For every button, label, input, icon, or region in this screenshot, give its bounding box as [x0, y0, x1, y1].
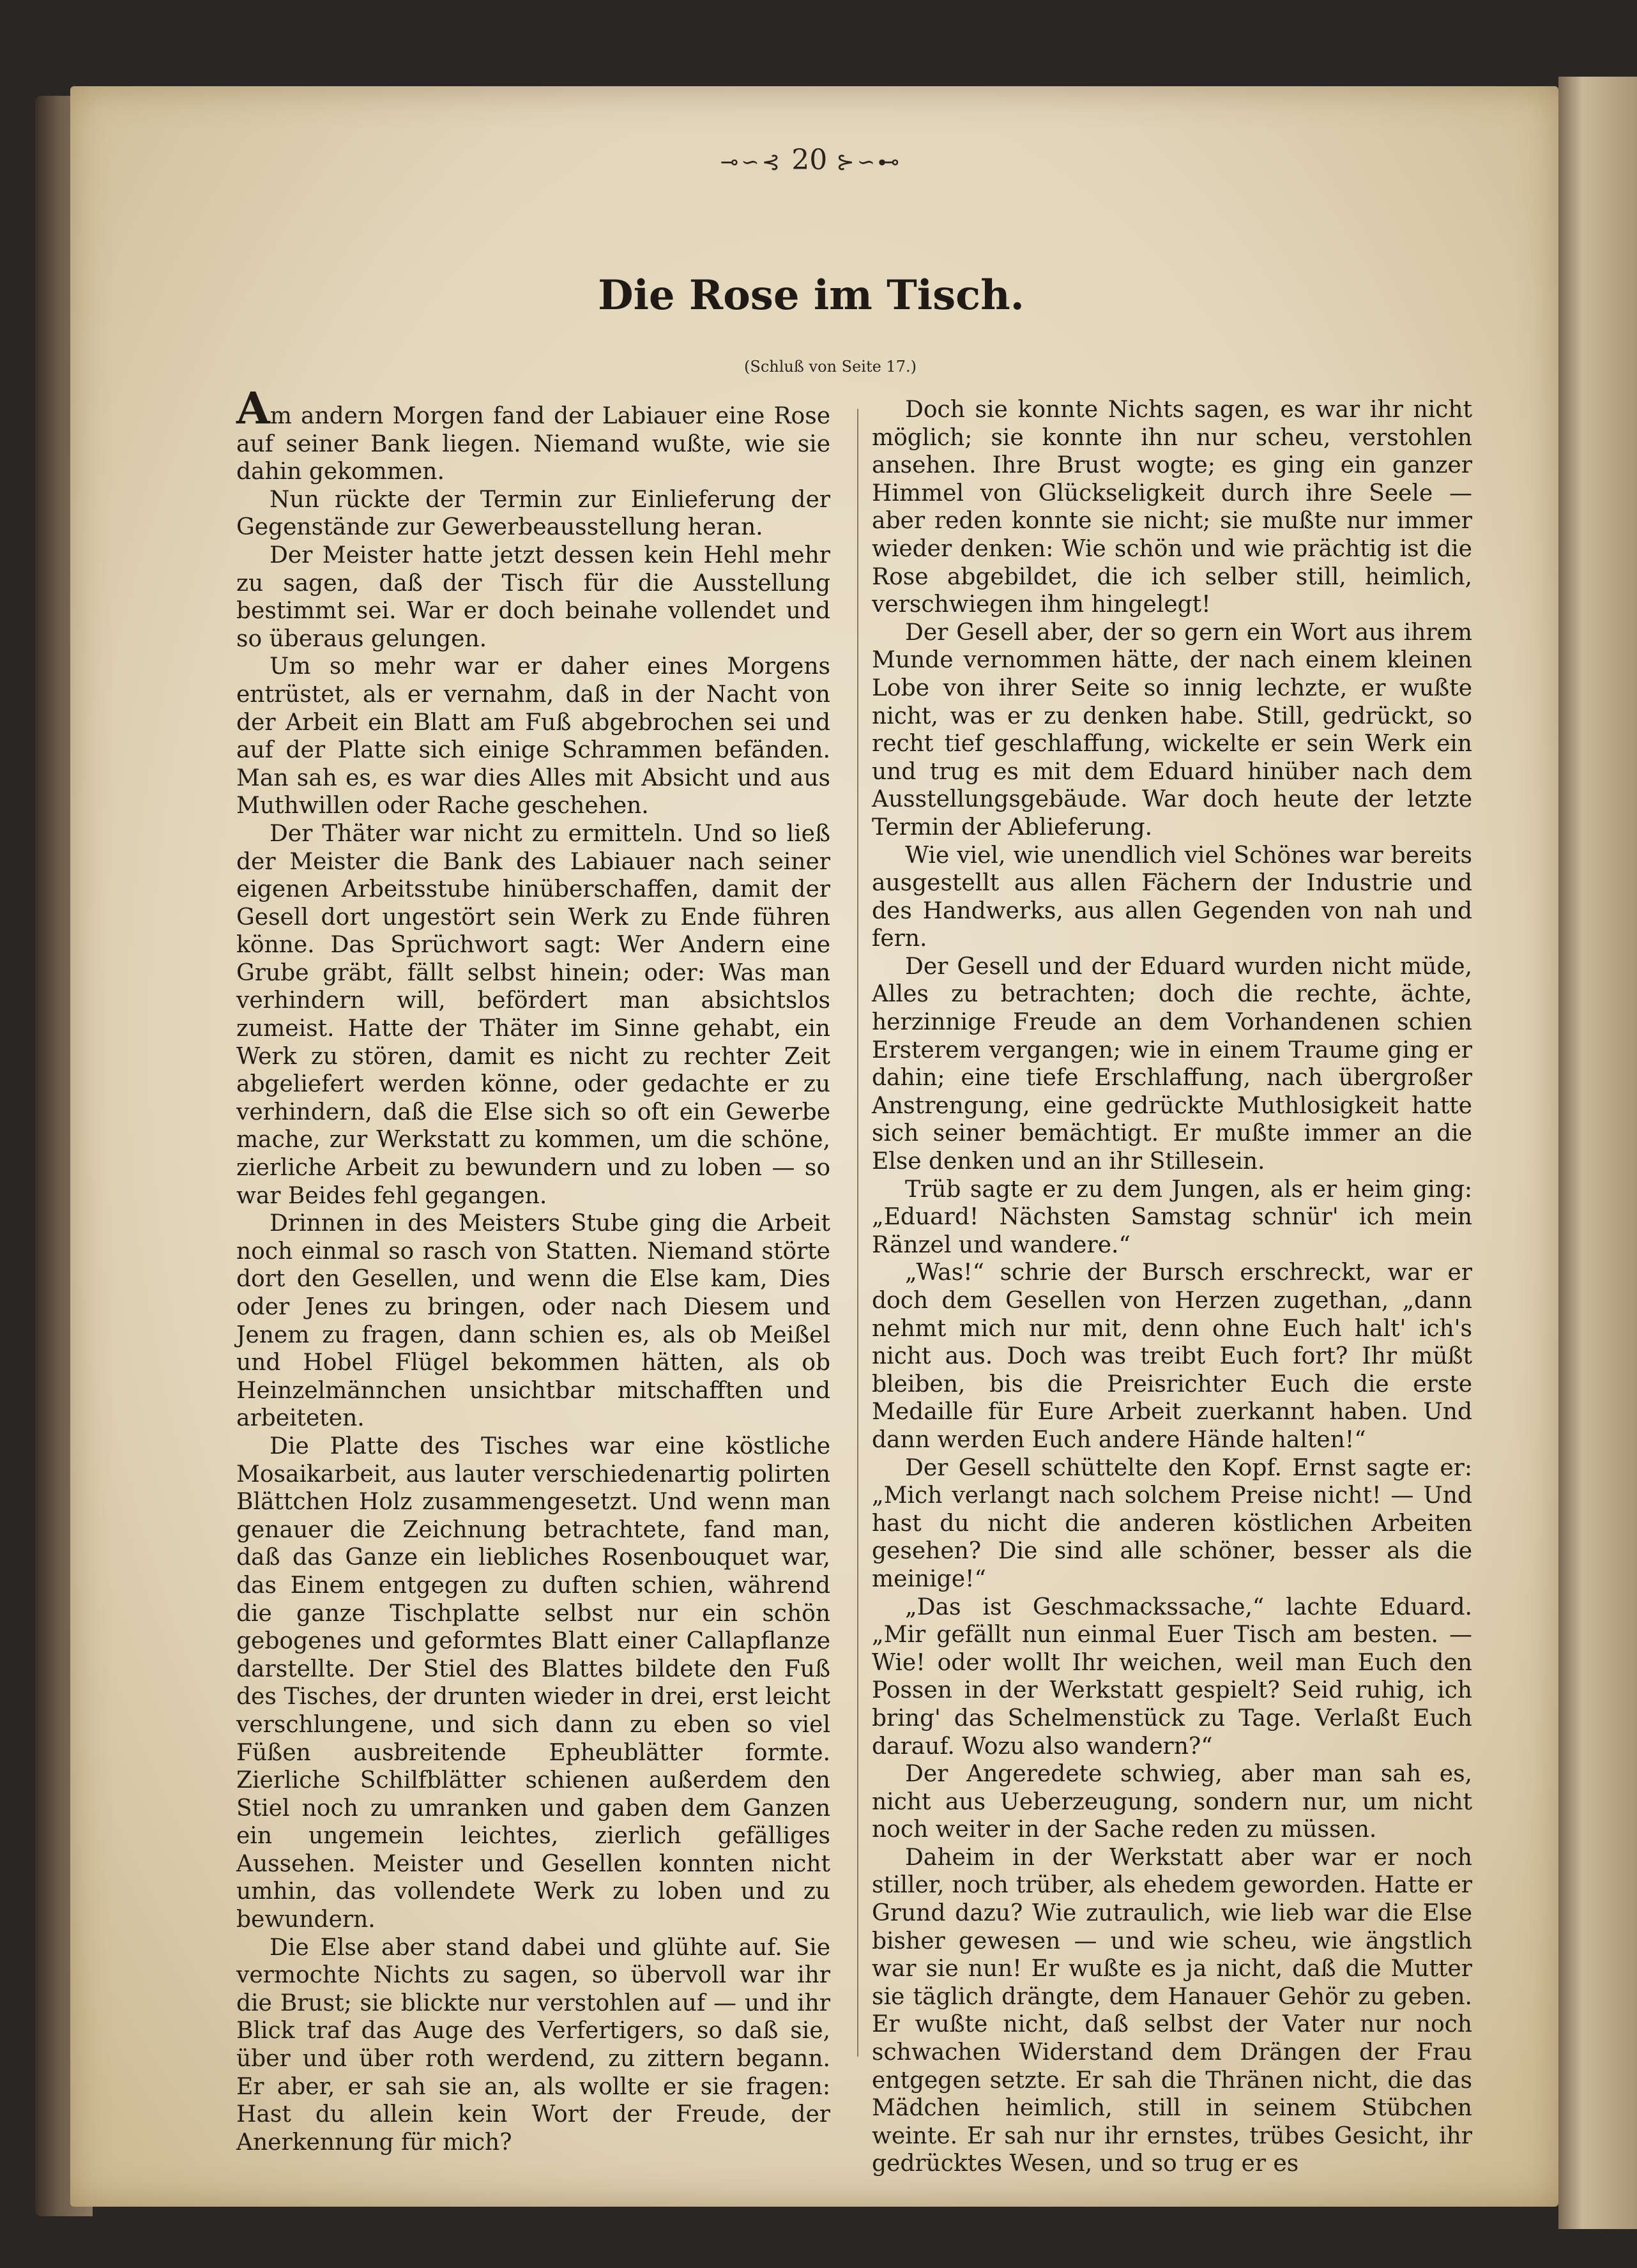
left-column [236, 383, 830, 2156]
ornament-left: ⊸∽⊰ [720, 149, 783, 175]
paragraph: „Was!“ schrie der Bursch erschreckt, war er doch dem Gesellen von Herzen zugethan, „dann nehmt mich nur mit, denn ohne Euch halt' ich's nicht aus. Doch was treibt Euch fort? Ihr müßt bleiben, bis die Preisrichter Euch die erste Medaille für Eure Arbeit zuerkannt haben. Und dann werden Euch andere Hände halten!“ [872, 1260, 1472, 1453]
article-subtitle: (Schluß von Seite 17.) [744, 358, 917, 376]
paragraph: Die Platte des Tisches war eine köstliche Mosaikarbeit, aus lauter verschiedenartig polirten Blättchen Holz zusammengesetzt. Und wenn man genauer die Zeichnung betrachtete, fand man, daß das Ganze ein liebliches Rosenbouquet war, das Einem entgegen zu duften schien, während die ganze Tischplatte selbst nur ein schön gebogenes und geformtes Blatt einer Callapflanze darstellte. Der Stiel des Blattes bildete den Fuß des Tisches, der drunten wieder in drei, erst leicht verschlungene, und sich dann zu eben so viel Füßen ausbreitende Epheublätter formte. Zierliche Schilfblätter schienen außerdem den Stiel noch zu umranken und gaben dem Ganzen ein ungemein leichtes, zierlich gefälliges Aussehen. Meister und Gesellen konnten nicht umhin, das vollendete Werk zu loben und zu bewundern. [236, 1433, 830, 1933]
ornament-right: ⊱∽⊷ [836, 149, 902, 175]
paragraph: Der Thäter war nicht zu ermitteln. Und so ließ der Meister die Bank des Labiauer nach seiner eigenen Arbeitsstube hinüberschaffen, damit der Gesell dort ungestört sein Werk zu Ende führen könne. Das Sprüchwort sagt: Wer Andern eine Grube gräbt, fällt selbst hinein; oder: Was man verhindern will, befördert man absichtslos zumeist. Hatte der Thäter im Sinne gehabt, ein Werk zu stören, damit es nicht zu rechter Zeit abgeliefert werden könne, oder gedachte er zu verhindern, daß die Else sich so oft ein Gewerbe mache, zur Werkstatt zu kommen, um die schöne, zierliche Arbeit zu bewundern und zu loben — so war Beides fehl gegangen. [236, 820, 830, 1209]
paragraph: „Das ist Geschmackssache,“ lachte Eduard. „Mir gefällt nun einmal Euer Tisch am besten. — Wie! oder wollt Ihr weichen, weil man Euch den Possen in der Werkstatt gespielt? Seid ruhig, ich bring' das Schelmenstück zu Tage. Verlaßt Euch darauf. Wozu also wandern?“ [872, 1594, 1472, 1760]
paragraph: Trüb sagte er zu dem Jungen, als er heim ging: „Eduard! Nächsten Samstag schnür' ich mein Ränzel und wandere.“ [872, 1176, 1472, 1258]
paragraph: Um so mehr war er daher eines Morgens entrüstet, als er vernahm, daß in der Nacht von der Arbeit ein Blatt am Fuß abgebrochen sei und auf der Platte sich einige Schrammen befänden. Man sah es, es war dies Alles mit Absicht und aus Muthwillen oder Rache geschehen. [236, 653, 830, 819]
paragraph [236, 383, 830, 486]
paragraph: Wie viel, wie unendlich viel Schönes war bereits ausgestellt aus allen Fächern der Industrie und des Handwerks, aus allen Gegenden von nah und fern. [872, 842, 1472, 952]
paragraph: Drinnen in des Meisters Stube ging die Arbeit noch einmal so rasch von Statten. Niemand störte dort den Gesellen, und wenn die Else kam, Dies oder Jenes zu bringen, oder nach Diesem und Jenem zu fragen, dann schien es, als ob Meißel und Hobel Flügel bekommen hätten, als ob Heinzelmännchen unsichtbar mitschafften und arbeiteten. [236, 1210, 830, 1432]
page-number [690, 144, 933, 176]
page-number-value: 20 [791, 144, 828, 176]
paragraph: Der Gesell und der Eduard wurden nicht müde, Alles zu betrachten; doch die rechte, ächte, herzinnige Freude an dem Vorhandenen schien Ersterem vergangen; wie in einem Traume ging er dahin; eine tiefe Erschlaffung, nach übergroßer Anstrengung, eine gedrückte Muthlosigkeit hatte sich seiner bemächtigt. Er mußte immer an die Else denken und an ihr Stillesein. [872, 953, 1472, 1175]
paragraph: Der Meister hatte jetzt dessen kein Hehl mehr zu sagen, daß der Tisch für die Ausstellung bestimmt sei. War er doch beinahe vollendet und so überaus gelungen. [236, 542, 830, 652]
facing-page-edge [1558, 77, 1637, 2229]
paragraph-text: m andern Morgen fand der Labiauer eine Rose auf seiner Bank liegen. Niemand wußte, wie sie dahin gekommen. [236, 403, 830, 485]
right-column [872, 396, 1472, 2178]
paragraph: Der Gesell schüttelte den Kopf. Ernst sagte er: „Mich verlangt nach solchem Preise nicht! — Und hast du nicht die anderen köstlichen Arbeiten gesehen? Die sind alle schöner, besser als die meinige!“ [872, 1454, 1472, 1592]
paragraph: Der Angeredete schwieg, aber man sah es, nicht aus Ueberzeugung, sondern nur, um nicht noch weiter in der Sache reden zu müssen. [872, 1761, 1472, 1843]
paragraph: Daheim in der Werkstatt aber war er noch stiller, noch trüber, als ehedem geworden. Hatte er Grund dazu? Wie zutraulich, wie lieb war die Else bisher gewesen — und wie scheu, wie ängstlich war sie nun! Er wußte es ja nicht, daß die Mutter sie täglich drängte, dem Hanauer Gehör zu geben. Er wußte nicht, daß selbst der Vater nur noch schwachen Widerstand dem Drängen der Frau entgegen setzte. Er sah die Thränen nicht, die das Mädchen heimlich, still in seinem Stübchen weinte. Er sah nur ihr ernstes, trübes Gesicht, ihr gedrücktes Wesen, und so trug er es [872, 1844, 1472, 2177]
paragraph: Nun rückte der Termin zur Einlieferung der Gegenstände zur Gewerbeausstellung heran. [236, 486, 830, 541]
column-divider [857, 409, 858, 2057]
drop-cap: A [236, 383, 270, 434]
paragraph: Der Gesell aber, der so gern ein Wort aus ihrem Munde vernommen hätte, der nach einem kleinen Lobe von ihrer Seite so innig lechzte, er wußte nicht, was er zu denken habe. Still, gedrückt, so recht tief geschlaffung, wickelte er sein Werk ein und trug es mit dem Eduard hinüber nach dem Ausstellungsgebäude. War doch heute der letzte Termin der Ablieferung. [872, 619, 1472, 841]
article-title: Die Rose im Tisch. [598, 271, 1024, 319]
paragraph: Doch sie konnte Nichts sagen, es war ihr nicht möglich; sie konnte ihn nur scheu, verstohlen ansehen. Ihre Brust wogte; es ging ein ganzer Himmel von Glückseligkeit durch ihre Seele — aber reden konnte sie nicht; sie mußte nur immer wieder denken: Wie schön und wie prächtig ist die Rose abgebildet, die ich selber still, heimlich, verschwiegen ihm hingelegt! [872, 397, 1472, 618]
paragraph: Die Else aber stand dabei und glühte auf. Sie vermochte Nichts zu sagen, so übervoll war ihr die Brust; sie blickte nur verstohlen auf — und ihr Blick traf das Auge des Verfertigers, so daß sie, über und über roth werdend, zu zittern begann. Er aber, er sah sie an, als wollte er sie fragen: Hast du allein kein Wort der Freude, der Anerkennung für mich? [236, 1934, 830, 2156]
